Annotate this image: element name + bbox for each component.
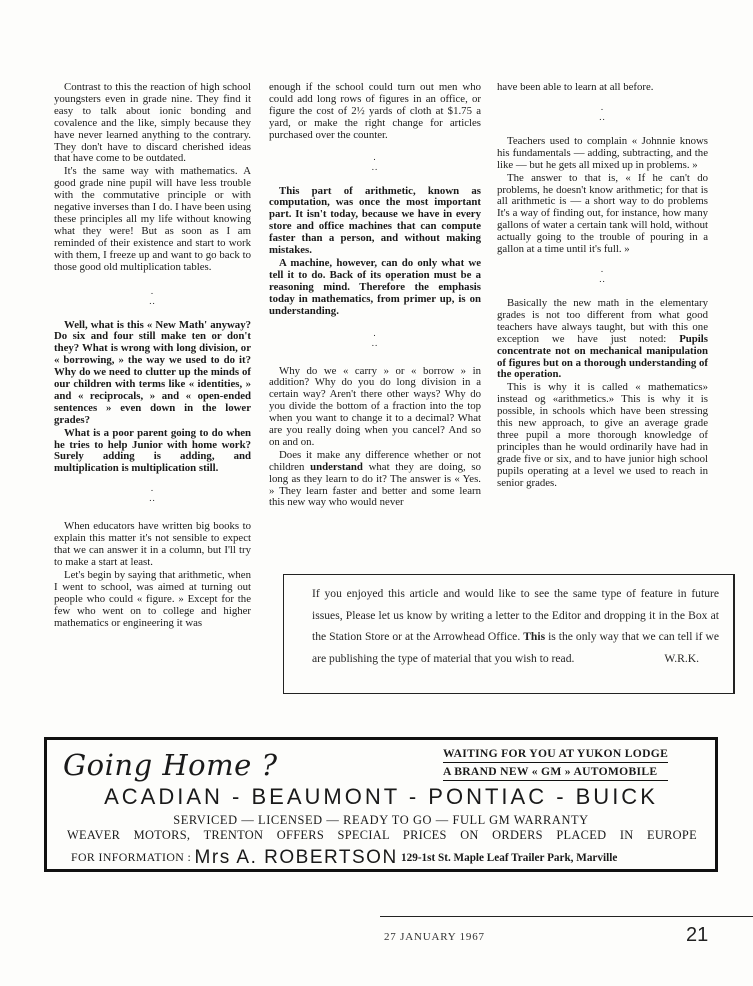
- section-separator: . ..: [149, 285, 156, 306]
- ad-waiting-block: [443, 745, 668, 781]
- section-separator: . ..: [371, 151, 379, 172]
- emphasis: understand: [310, 460, 363, 473]
- paragraph: Why do we « carry » or « borrow » in addition? Why do you do long division in a certain way? Aren't there other ways? Why do you divide the bottom of a fraction into the top when you want to change it to a decimal? What are you really doing when you cancel? And so on and on.: [269, 364, 481, 448]
- paragraph: Basically the new math in the elementary grades is not too different from what good teachers have always taught, but with this one exception we have just noted: Pupils concentrate not on mechanical manipulation of figures but on a thorough understanding of the operation.: [497, 296, 708, 381]
- paragraph: Contrast to this the reaction of high school youngsters even in grade nine. They find it easy to talk about ionic bonding and covalence and the like, simply because they have never learned anything to the contrary. They don't have to discard cherished ideas that have come to be outdated.: [54, 81, 251, 165]
- paragraph: It's the same way with mathematics. A good grade nine pupil will have less trouble with the commutative principle or with negative inverses than I do. I have been using these principles all my life without knowing what they were! But as soon as I am reminded of their existence and start to work with them, I freeze up and want to go back to those good old multiplication tables.: [54, 165, 251, 273]
- ad-waiting-line-1: WAITING FOR YOU AT YUKON LODGE: [443, 745, 668, 763]
- paragraph: This part of arithmetic, known as computation, was once the most important part. It isn't today, because we have in every store and office machines that can compute faster than a person, and without making mistakes.: [269, 184, 481, 257]
- paragraph: Does it make any difference whether or not children understand what they are doing, so long as they learn to do it? The answer is « Yes. » They learn faster and better and some learn this new way who would never: [269, 448, 481, 509]
- ad-info-label: FOR INFORMATION :: [71, 850, 195, 864]
- paragraph: enough if the school could turn out men who could add long rows of figures in an office, or figure the cost of 2½ yards of cloth at $1.75 a yard, or make the right change for articles purchased over the counter.: [269, 81, 481, 141]
- advertisement-box: [44, 737, 718, 872]
- ad-contact-name: Mrs A. ROBERTSON: [194, 847, 398, 868]
- paragraph: A machine, however, can do only what we tell it to do. Back of its operation must be a reasoning mind. Therefore the emphasis today in mathematics, from primer up, is on understanding.: [269, 256, 481, 317]
- ad-headline: Going Home ?: [63, 748, 278, 782]
- paragraph: The answer to that is, « If he can't do problems, he doesn't know arithmetic; for that is all arithmetic is — a short way to do problems It's a way of finding out, for instance, how many gallons of water a certain tank will hold, without actually going to the trouble of pouring in a gallon at a time until it's full. »: [497, 171, 708, 256]
- article-column-2: [269, 82, 481, 510]
- article-column-3: [497, 82, 708, 490]
- ad-contact-address: 129-1st St. Maple Leaf Trailer Park, Marville: [401, 852, 618, 864]
- paragraph: Let's begin by saying that arithmetic, when I went to school, was aimed at turning out people who could « figure. » Except for the few who went on to college and higher mathematics or engineering it was: [54, 568, 251, 629]
- paragraph: have been able to learn at all before.: [497, 81, 654, 93]
- section-separator: . ..: [599, 101, 606, 122]
- ad-waiting-line-2: A BRAND NEW « GM » AUTOMOBILE: [443, 763, 668, 781]
- notice-text: If you enjoyed this article and would like to see the same type of feature in future issues, Please let us know by writing a letter to the Editor and dropping it in the Box at the Station Store or at the Arrowhead Office.: [312, 587, 719, 644]
- notice-emphasis: This: [523, 630, 546, 644]
- notice-signature: W.R.K.: [664, 651, 699, 665]
- paragraph: Well, what is this « New Math' anyway? Do six and four still make ten or don't they? What is wrong with long division, or « borrowing, » the way we used to do it? Why do we need to clutter up the minds of our children with terms like « identities, » and « reciprocals, » and « open-ended sentences » even down in the lower grades?: [54, 318, 251, 426]
- section-separator: . ..: [149, 483, 156, 504]
- emphasis: Pupils concentrate not on mechanical manipulation of figures but on a thorough understanding of the operation.: [497, 332, 708, 381]
- ad-services: SERVICED — LICENSED — READY TO GO — FULL GM WARRANTY: [173, 813, 589, 827]
- section-separator: . ..: [599, 263, 606, 284]
- article-column-1: [54, 82, 251, 630]
- ad-brands: ACADIAN - BEAUMONT - PONTIAC - BUICK: [104, 784, 658, 809]
- paragraph: When educators have written big books to explain this matter it's not sensible to expect that we can answer it in a column, but I'll try to make a start at least.: [54, 520, 251, 568]
- footer-date: 27 JANUARY 1967: [384, 931, 485, 943]
- reader-notice-box: [283, 574, 735, 694]
- ad-offer: WEAVER MOTORS, TRENTON OFFERS SPECIAL PRICES ON ORDERS PLACED IN EUROPE: [67, 828, 697, 842]
- paragraph: Teachers used to complain « Johnnie knows his fundamentals — adding, subtracting, and the like — but he gets all mixed up in problems. »: [497, 134, 708, 171]
- ad-contact: [71, 847, 617, 869]
- page-number: 21: [686, 924, 709, 946]
- section-separator: . ..: [371, 327, 379, 348]
- footer-rule: [380, 916, 753, 917]
- notice-text-end: is the only way that we can tell if we are publishing the type of material that you wish to read.: [312, 630, 719, 665]
- paragraph: This is why it is called « mathematics» instead og «arithmetics.» This is why it is possible, in schools which have been stressing this new approach, to give an average grade three pupil a more thorough knowledge of principles than he would ordinarily have had in grade five or six, and to have junior high school pupils operating at a level we used to reach in senior grades.: [497, 381, 708, 489]
- paragraph: What is a poor parent going to do when he tries to help Junior with home work? Surely adding is adding, and multiplication is multiplication still.: [54, 426, 251, 475]
